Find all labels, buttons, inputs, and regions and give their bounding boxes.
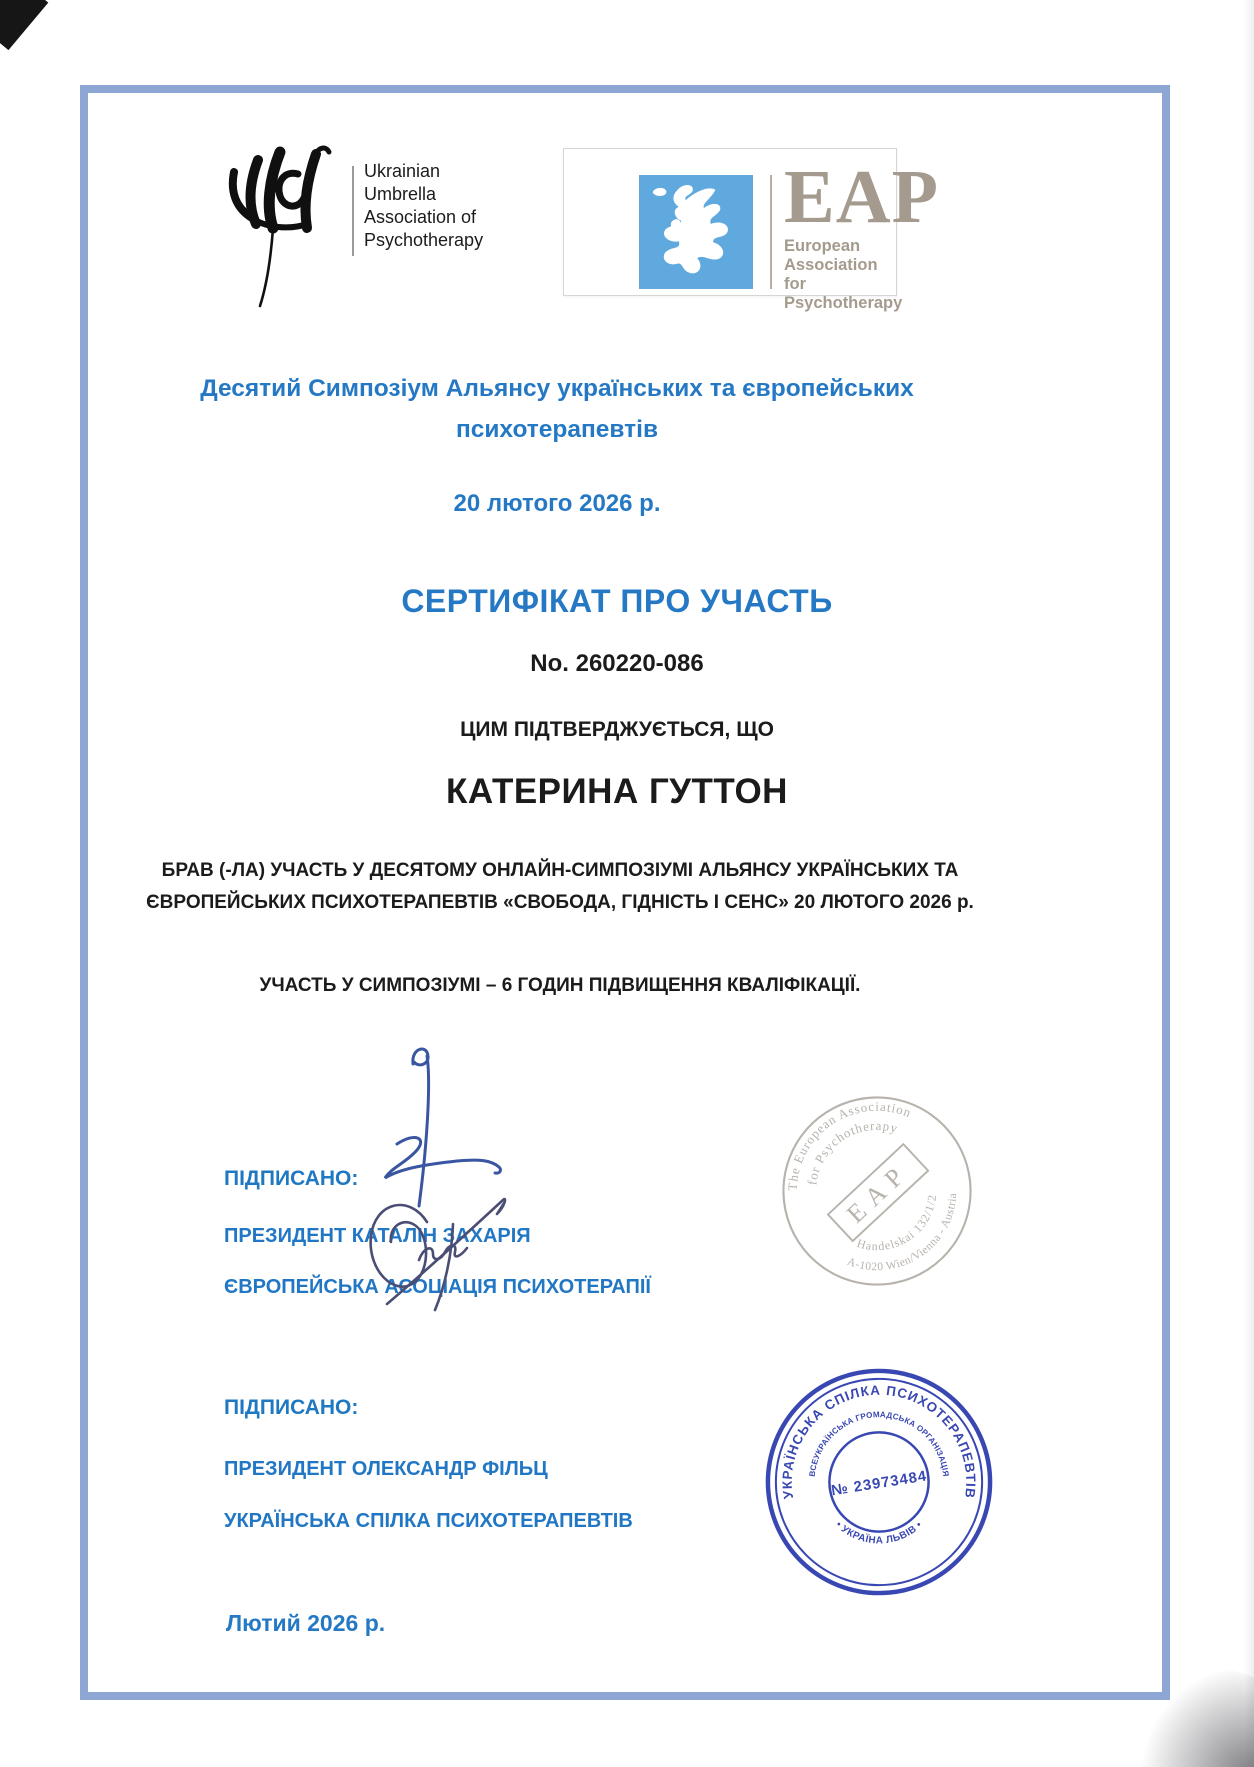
signed-label-1: ПІДПИСАНО: bbox=[224, 1167, 359, 1190]
symposium-title: Десятий Симпозіум Альянсу українських та європейських психотерапевтів bbox=[200, 375, 914, 443]
certificate-number: No. 260220-086 bbox=[530, 650, 704, 677]
symposium-date: 20 лютого 2026 р. bbox=[453, 490, 661, 517]
recipient-name: КАТЕРИНА ГУТТОН bbox=[446, 772, 788, 811]
uuap-text-line: Psychotherapy bbox=[364, 230, 484, 250]
svg-text:ВСЕУКРАЇНСЬКА ГРОМАДСЬКА ОРГАН bbox=[808, 1410, 951, 1477]
certificate-title: СЕРТИФІКАТ ПРО УЧАСТЬ bbox=[401, 583, 833, 619]
uuap-logo-text bbox=[364, 160, 483, 252]
eap-logo bbox=[563, 148, 939, 312]
uuap-logo-divider bbox=[352, 166, 354, 256]
usp-round-stamp bbox=[760, 1363, 998, 1601]
eap-text-line: European Association bbox=[784, 237, 878, 274]
participation-statement: БРАВ (-ЛА) УЧАСТЬ У ДЕСЯТОМУ ОНЛАЙН-СИМПОЗІУМІ АЛЬЯНСУ УКРАЇНСЬКИХ ТА ЄВРОПЕЙСЬКИХ ПСИХОТЕРАПЕВТІВ «СВОБОДА, ГІДНІСТЬ І СЕНС» 20 ЛЮТОГО 2026 р. bbox=[146, 860, 974, 913]
uuap-text-line: Umbrella bbox=[364, 184, 437, 204]
usp-stamp-inner-ring-top-text: ВСЕУКРАЇНСЬКА ГРОМАДСЬКА ОРГАНІЗАЦІЯ bbox=[807, 1410, 951, 1478]
uuap-logo bbox=[218, 138, 548, 308]
eap-round-stamp bbox=[772, 1086, 982, 1296]
eap-stamp-arc-bottom1: Handelskai 132/1/2 bbox=[855, 1193, 940, 1254]
hours-statement: УЧАСТЬ У СИМПОЗІУМІ – 6 ГОДИН ПІДВИЩЕННЯ КВАЛІФІКАЦІЇ. bbox=[259, 975, 861, 996]
eap-stamp-center: EAP bbox=[840, 1156, 916, 1229]
svg-text:• УКРАЇНА ЛЬВІВ • bbox=[833, 1519, 924, 1546]
eap-abbr: EAP bbox=[784, 155, 939, 239]
eap-logo-divider bbox=[770, 175, 772, 289]
signed-label-2: ПІДПИСАНО: bbox=[224, 1396, 359, 1419]
uuap-text-line: Association of bbox=[364, 207, 477, 227]
usp-stamp-number: № 23973484 bbox=[830, 1468, 929, 1500]
scan-corner-artifact bbox=[0, 0, 48, 50]
europe-map-icon bbox=[637, 175, 755, 289]
usp-stamp-inner-ring-bottom-text: • УКРАЇНА ЛЬВІВ • bbox=[833, 1519, 925, 1547]
signer-name-1: ПРЕЗИДЕНТ КАТАЛІН ЗАХАРІЯ bbox=[224, 1225, 531, 1247]
confirmation-line: ЦИМ ПІДТВЕРДЖУЄТЬСЯ, ЩО bbox=[460, 718, 774, 741]
eap-stamp-arc-top1: The European Association bbox=[785, 1099, 914, 1192]
eap-logo-text bbox=[784, 155, 939, 313]
signature-filts bbox=[335, 1182, 520, 1332]
uuap-logo-mark bbox=[218, 138, 343, 308]
eap-stamp-arc-bottom2: A-1020 Wien/Vienna - Austria bbox=[845, 1192, 960, 1274]
eap-text-line: for Psychotherapy bbox=[784, 275, 903, 312]
usp-stamp-outer-ring-text: УКРАЇНСЬКА СПІЛКА ПСИХОТЕРАПЕВТІВ bbox=[779, 1382, 979, 1500]
issue-date: Лютий 2026 р. bbox=[226, 1610, 386, 1636]
signer-org-1: ЄВРОПЕЙСЬКА АСОЦІАЦІЯ ПСИХОТЕРАПІЇ bbox=[224, 1276, 651, 1298]
scan-edge-shade bbox=[1244, 0, 1254, 1767]
eap-stamp-arc-top2: for Psychotherapy bbox=[805, 1118, 900, 1186]
signer-org-2: УКРАЇНСЬКА СПІЛКА ПСИХОТЕРАПЕВТІВ bbox=[224, 1510, 633, 1532]
signer-name-2: ПРЕЗИДЕНТ ОЛЕКСАНДР ФІЛЬЦ bbox=[224, 1458, 548, 1480]
uuap-text-line: Ukrainian bbox=[364, 161, 441, 181]
